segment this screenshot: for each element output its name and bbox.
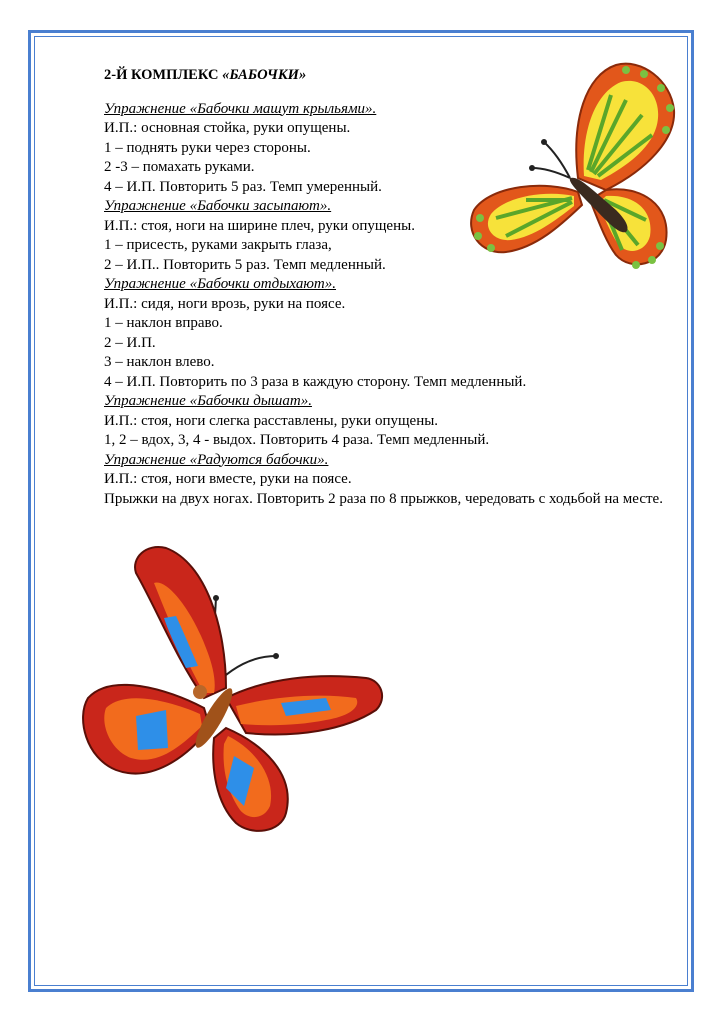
exercise-line: 2 -3 – помахать руками.	[104, 159, 255, 175]
exercise-line: 2 – И.П.	[104, 334, 156, 351]
exercise-3	[104, 275, 684, 392]
butterfly-orange-green-icon	[466, 60, 678, 275]
exercise-line: И.П.: стоя, ноги вместе, руки на поясе.	[104, 471, 352, 487]
exercise-heading: Упражнение «Бабочки дышат».	[104, 393, 312, 409]
exercise-line: И.П.: основная стойка, руки опущены.	[104, 120, 351, 136]
exercise-heading: Упражнение «Радуются бабочки».	[104, 451, 329, 468]
exercise-4	[104, 392, 684, 451]
exercise-line: 1, 2 – вдох, 3, 4 - выдох. Повторить 4 раза. Темп медленный.	[104, 432, 490, 448]
butterfly-red-blue-icon	[76, 538, 388, 838]
exercise-line: И.П.: сидя, ноги врозь, руки на поясе.	[104, 295, 346, 312]
exercise-5	[104, 451, 684, 510]
exercise-line: 2 – И.П.. Повторить 5 раз. Темп медленный.	[104, 256, 386, 273]
exercise-line: 1 – поднять руки через стороны.	[104, 139, 311, 156]
exercise-line: И.П.: стоя, ноги на ширине плеч, руки опущены.	[104, 217, 415, 234]
exercise-line: 3 – наклон влево.	[104, 354, 215, 370]
exercise-line: Прыжки на двух ногах. Повторить 2 раза по 8 прыжков, чередовать с ходьбой на месте.	[104, 490, 663, 507]
exercise-line: 1 – присесть, руками закрыть глаза,	[104, 237, 332, 253]
title-prefix: 2-Й КОМПЛЕКС	[104, 67, 223, 83]
exercise-line: 4 – И.П. Повторить 5 раз. Темп умеренный.	[104, 178, 382, 195]
exercise-heading: Упражнение «Бабочки отдыхают».	[104, 276, 337, 292]
exercise-line: 4 – И.П. Повторить по 3 раза в каждую сторону. Темп медленный.	[104, 373, 527, 390]
exercise-line: И.П.: стоя, ноги слегка расставлены, руки опущены.	[104, 412, 439, 429]
exercise-heading: Упражнение «Бабочки машут крыльями».	[104, 100, 377, 117]
exercise-heading: Упражнение «Бабочки засыпают».	[104, 198, 332, 214]
title-quote: «БАБОЧКИ»	[222, 67, 307, 83]
exercise-line: 1 – наклон вправо.	[104, 315, 223, 331]
